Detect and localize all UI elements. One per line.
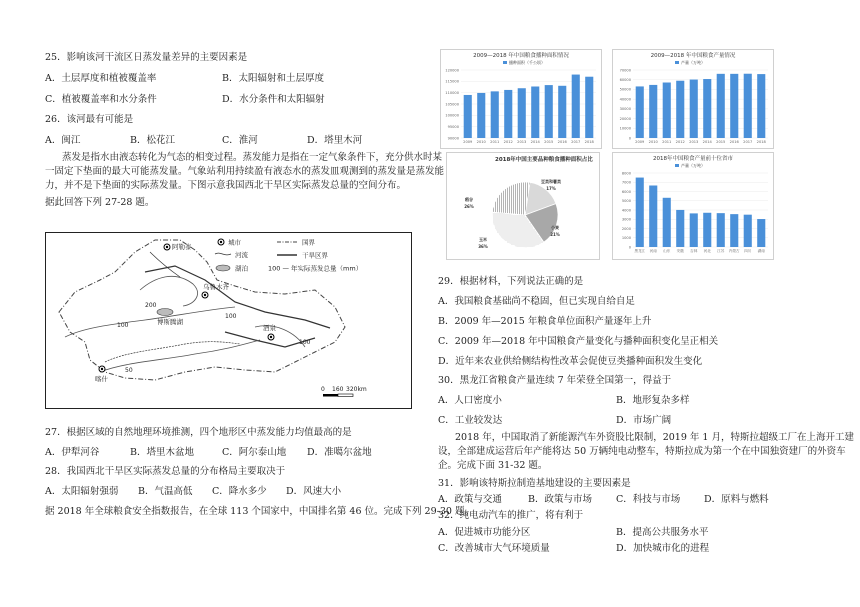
bar-四川 [744,215,752,247]
legend-label: 产量（万吨） [681,60,705,65]
q27-option-a[interactable]: A．伊犁河谷 [45,447,100,458]
pie-pct: 26% [464,204,474,209]
q31-stem: 31．影响该特斯拉制造基地建设的主要因素是 [438,478,631,489]
q26-option-c[interactable]: C．淮河 [222,135,258,146]
legend-swatch [675,61,679,64]
passage-tesla-line1: 2018 年，中国取消了新能源汽车外资股比限制，2019 年 1 月，特斯拉超级工厂在上海开工建 [455,432,854,443]
contour-label-50: 50 [125,367,133,374]
q25-option-d[interactable]: D．水分条件和太阳辐射 [222,94,325,105]
legend-label: 播种面积（千公顷） [509,60,545,65]
q31-option-a[interactable]: A．政策与交通 [438,494,502,505]
y-tick-label: 3000 [621,217,631,222]
q26-option-d[interactable]: D．塔里木河 [307,135,363,146]
q25-option-a[interactable]: A．土层厚度和植被覆盖率 [45,73,157,84]
bar-江苏 [717,213,725,247]
y-tick-label: 10000 [619,126,631,131]
q27-option-b[interactable]: B．塔里木盆地 [130,447,194,458]
x-tick-label: 2011 [490,140,500,144]
q26-stem: 26．该河最有可能是 [45,114,134,125]
chart-title: 2009—2018 年中国粮食播种面积情况 [473,53,569,59]
y-tick-label: 100000 [445,113,459,118]
x-tick-label: 2016 [729,140,739,144]
y-tick-label: 1000 [621,236,631,241]
q29-option-d[interactable]: D．近年来农业供给侧结构性改革会促使豆类播种面积发生变化 [438,356,703,367]
x-tick-label: 2014 [530,140,540,144]
bar-黑龙江 [636,178,644,247]
label-bosten-lake: 博斯腾湖 [157,318,183,326]
pie-label: 豆类和薯类 [541,179,561,184]
bar-2009 [636,86,644,138]
y-tick-label: 7000 [621,180,631,185]
y-tick-label: 6000 [621,189,631,194]
x-tick-label: 河北 [703,249,711,253]
q30-option-d[interactable]: D．市场广阔 [616,415,672,426]
x-tick-label: 2012 [675,140,685,144]
q28-option-c[interactable]: C．降水多少 [212,486,267,497]
legend-contour-label: 100 — 年实际蒸发总量（mm） [268,264,363,273]
bar-内蒙古 [730,214,738,247]
bar-2015 [545,85,553,138]
q30-stem: 30．黑龙江省粮食产量连续 7 年荣登全国第一，得益于 [438,375,672,386]
q27-option-c[interactable]: C．阿尔泰山地 [222,447,287,458]
passage-evaporation-line3: 力，并不是下垫面的实际蒸发量。下图示意我国西北干旱区实际蒸发总量的空间分布。 [45,180,407,191]
x-tick-label: 2009 [463,140,473,144]
legend-swatch [503,61,507,64]
svg-text:阿勒泰: 阿勒泰 [172,243,192,251]
q27-stem: 27．根据区域的自然地理环境推测，四个地形区中蒸发能力均值最高的是 [45,427,352,438]
q25-option-c[interactable]: C．植被覆盖率和水分条件 [45,94,157,105]
legend-swatch [675,164,679,167]
contour-label-100: 100 [117,322,129,329]
bar-2011 [491,91,499,138]
northwest-arid-evaporation-map [45,232,412,409]
x-tick-label: 2012 [503,140,513,144]
bar-2010 [477,93,485,138]
x-tick-label: 2018 [756,140,766,144]
x-tick-label: 安徽 [676,249,684,253]
passage-evaporation-line1: 蒸发是指水由液态转化为气态的相变过程。蒸发能力是指在一定气象条件下，充分供水时某 [62,152,443,163]
chart-title: 2009—2018 年中国粮食产量情况 [650,53,736,59]
y-tick-label: 50000 [619,87,631,92]
bar-河南 [649,185,657,247]
bar-2012 [504,90,512,138]
q26-option-b[interactable]: B．松花江 [130,135,175,146]
svg-text:320km: 320km [346,386,367,393]
passage-tesla-line2: 设，全部建成运营后年产能将达 50 万辆纯电动整车，特斯拉成为第一个在中国独资建厂的外资车 [438,446,846,457]
q31-option-c[interactable]: C．科技与市场 [616,494,681,505]
bar-2016 [558,86,566,138]
y-tick-label: 70000 [619,68,631,73]
svg-text:喀什: 喀什 [95,375,108,383]
x-tick-label: 2010 [648,140,658,144]
x-tick-label: 2017 [743,140,753,144]
bar-2012 [676,81,684,138]
y-tick-label: 0 [628,136,631,141]
q25-stem: 25．影响该河干流区日蒸发量差异的主要因素是 [45,52,248,63]
bar-2009 [464,95,472,138]
intro-27-28: 据此回答下列 27-28 题。 [45,197,155,208]
x-tick-label: 江苏 [717,249,725,253]
bar-2016 [730,74,738,138]
q31-option-b[interactable]: B．政策与市场 [528,494,592,505]
pie-pct: 17% [546,186,556,191]
pie-label: 小麦 [551,225,559,230]
q27-option-d[interactable]: D．准噶尔盆地 [307,447,372,458]
y-tick-label: 4000 [621,208,631,213]
q32-option-c[interactable]: C．改善城市大气环境质量 [438,543,550,554]
x-tick-label: 湖南 [757,249,765,253]
y-tick-label: 30000 [619,107,631,112]
contour-label-100-c: 100 [299,339,311,346]
q29-stem: 29．根据材料，下列说法正确的是 [438,276,584,287]
y-tick-label: 115000 [445,79,459,84]
intro-29-30: 据 2018 年全球粮食安全指数报告，在全球 113 个国家中，中国排名第 46 位。完成下列 29-30 题。 [45,506,474,517]
q29-option-b[interactable]: B．2009 年—2015 年粮食单位面积产量逐年上升 [438,316,652,327]
y-tick-label: 120000 [445,68,459,73]
y-tick-label: 8000 [621,171,631,176]
q32-stem: 32．纯电动汽车的推广，将有利于 [438,510,584,521]
q28-option-b[interactable]: B．气温高低 [138,486,193,497]
x-tick-label: 2009 [635,140,645,144]
bar-2018 [585,77,593,138]
x-tick-label: 2017 [571,140,581,144]
bar-2015 [717,74,725,138]
bar-山东 [663,198,671,247]
bar-吉林 [690,213,698,247]
y-tick-label: 40000 [619,97,631,102]
bar-2018 [757,74,765,138]
x-tick-label: 2015 [716,140,726,144]
chart-crop-share-pie [446,152,600,260]
pie-label: 玉米 [479,237,487,242]
legend-river-label: 河流 [235,251,248,259]
y-tick-label: 105000 [445,102,459,107]
x-tick-label: 山东 [663,249,671,253]
legend-arid-label: 干旱区界 [302,251,328,260]
q32-option-a[interactable]: A．促进城市功能分区 [438,527,531,538]
bar-河北 [703,213,711,247]
x-tick-label: 黑龙江 [634,249,646,253]
q32-option-d[interactable]: D．加快城市化的进程 [616,543,710,554]
x-tick-label: 2010 [476,140,486,144]
x-tick-label: 四川 [744,249,752,253]
chart-grain-output [612,49,774,149]
passage-evaporation-line2: 一固定下垫面的最大可能蒸发量。气象站利用持续盈有液态水的蒸发皿观测到的蒸发量是蒸发能 [45,166,445,177]
svg-text:160: 160 [332,386,344,393]
q30-option-a[interactable]: A．人口密度小 [438,395,502,406]
contour-label-200: 200 [145,302,157,309]
bar-湖南 [757,219,765,247]
y-tick-label: 20000 [619,116,631,121]
q25-option-b[interactable]: B．太阳辐射和土层厚度 [222,73,324,84]
x-tick-label: 2015 [544,140,554,144]
y-tick-label: 95000 [447,124,459,129]
q29-option-c[interactable]: C．2009 年—2018 年中国粮食产量变化与播种面积变化呈正相关 [438,336,719,347]
q30-option-b[interactable]: B．地形复杂多样 [616,395,690,406]
pie-slice-稻谷 [492,182,530,215]
pie-pct: 21% [550,232,560,237]
x-tick-label: 河南 [649,249,657,253]
lake-bosten [157,309,173,316]
q32-option-b[interactable]: B．提高公共服务水平 [616,527,709,538]
q28-option-d[interactable]: D．风速大小 [286,486,342,497]
bar-2014 [703,79,711,138]
q31-option-d[interactable]: D．原料与燃料 [704,494,769,505]
chart-title: 2018年中国粮食产量前十位省市 [653,156,733,162]
legend-city-label: 城市 [228,238,241,247]
chart-title: 2018年中国主要品种粮食播种面积占比 [495,157,593,163]
bar-2017 [744,74,752,138]
passage-tesla-line3: 企。完成下面 31-32 题。 [438,460,548,471]
svg-text:乌鲁木齐: 乌鲁木齐 [203,283,229,291]
x-tick-label: 2014 [702,140,712,144]
y-tick-label: 0 [628,245,631,250]
svg-text:0: 0 [321,386,325,393]
x-tick-label: 内蒙古 [728,249,740,253]
x-tick-label: 2018 [584,140,594,144]
bar-2017 [572,75,580,138]
x-tick-label: 吉林 [690,249,698,253]
y-tick-label: 110000 [445,90,459,95]
bar-安徽 [676,210,684,247]
chart-top10-provinces [612,152,774,260]
q30-option-c[interactable]: C．工业较发达 [438,415,503,426]
legend-label: 产量（万吨） [681,163,705,168]
x-tick-label: 2013 [689,140,699,144]
x-tick-label: 2016 [557,140,567,144]
q26-option-a[interactable]: A．闽江 [45,135,81,146]
contour-label-100-b: 100 [225,313,237,320]
bar-2013 [690,80,698,138]
chart-sown-area [440,49,602,149]
svg-text:酒泉: 酒泉 [263,324,276,332]
q29-option-a[interactable]: A．我国粮食基础尚不稳固，但已实现自给自足 [438,296,635,307]
y-tick-label: 60000 [619,78,631,83]
y-tick-label: 5000 [621,199,631,204]
x-tick-label: 2013 [517,140,527,144]
q28-stem: 28．我国西北干旱区实际蒸发总量的分布格局主要取决于 [45,466,286,477]
bar-2013 [518,88,526,138]
bar-2011 [663,83,671,138]
q28-option-a[interactable]: A．太阳辐射强弱 [45,486,119,497]
pie-label: 稻谷 [465,197,473,202]
pie-pct: 36% [478,244,488,249]
x-tick-label: 2011 [662,140,672,144]
y-tick-label: 90000 [447,136,459,141]
y-tick-label: 2000 [621,226,631,231]
bar-2014 [531,86,539,138]
bar-2010 [649,85,657,138]
legend-border-label: 国界 [302,238,315,247]
legend-lake-label: 湖泊 [235,264,248,273]
